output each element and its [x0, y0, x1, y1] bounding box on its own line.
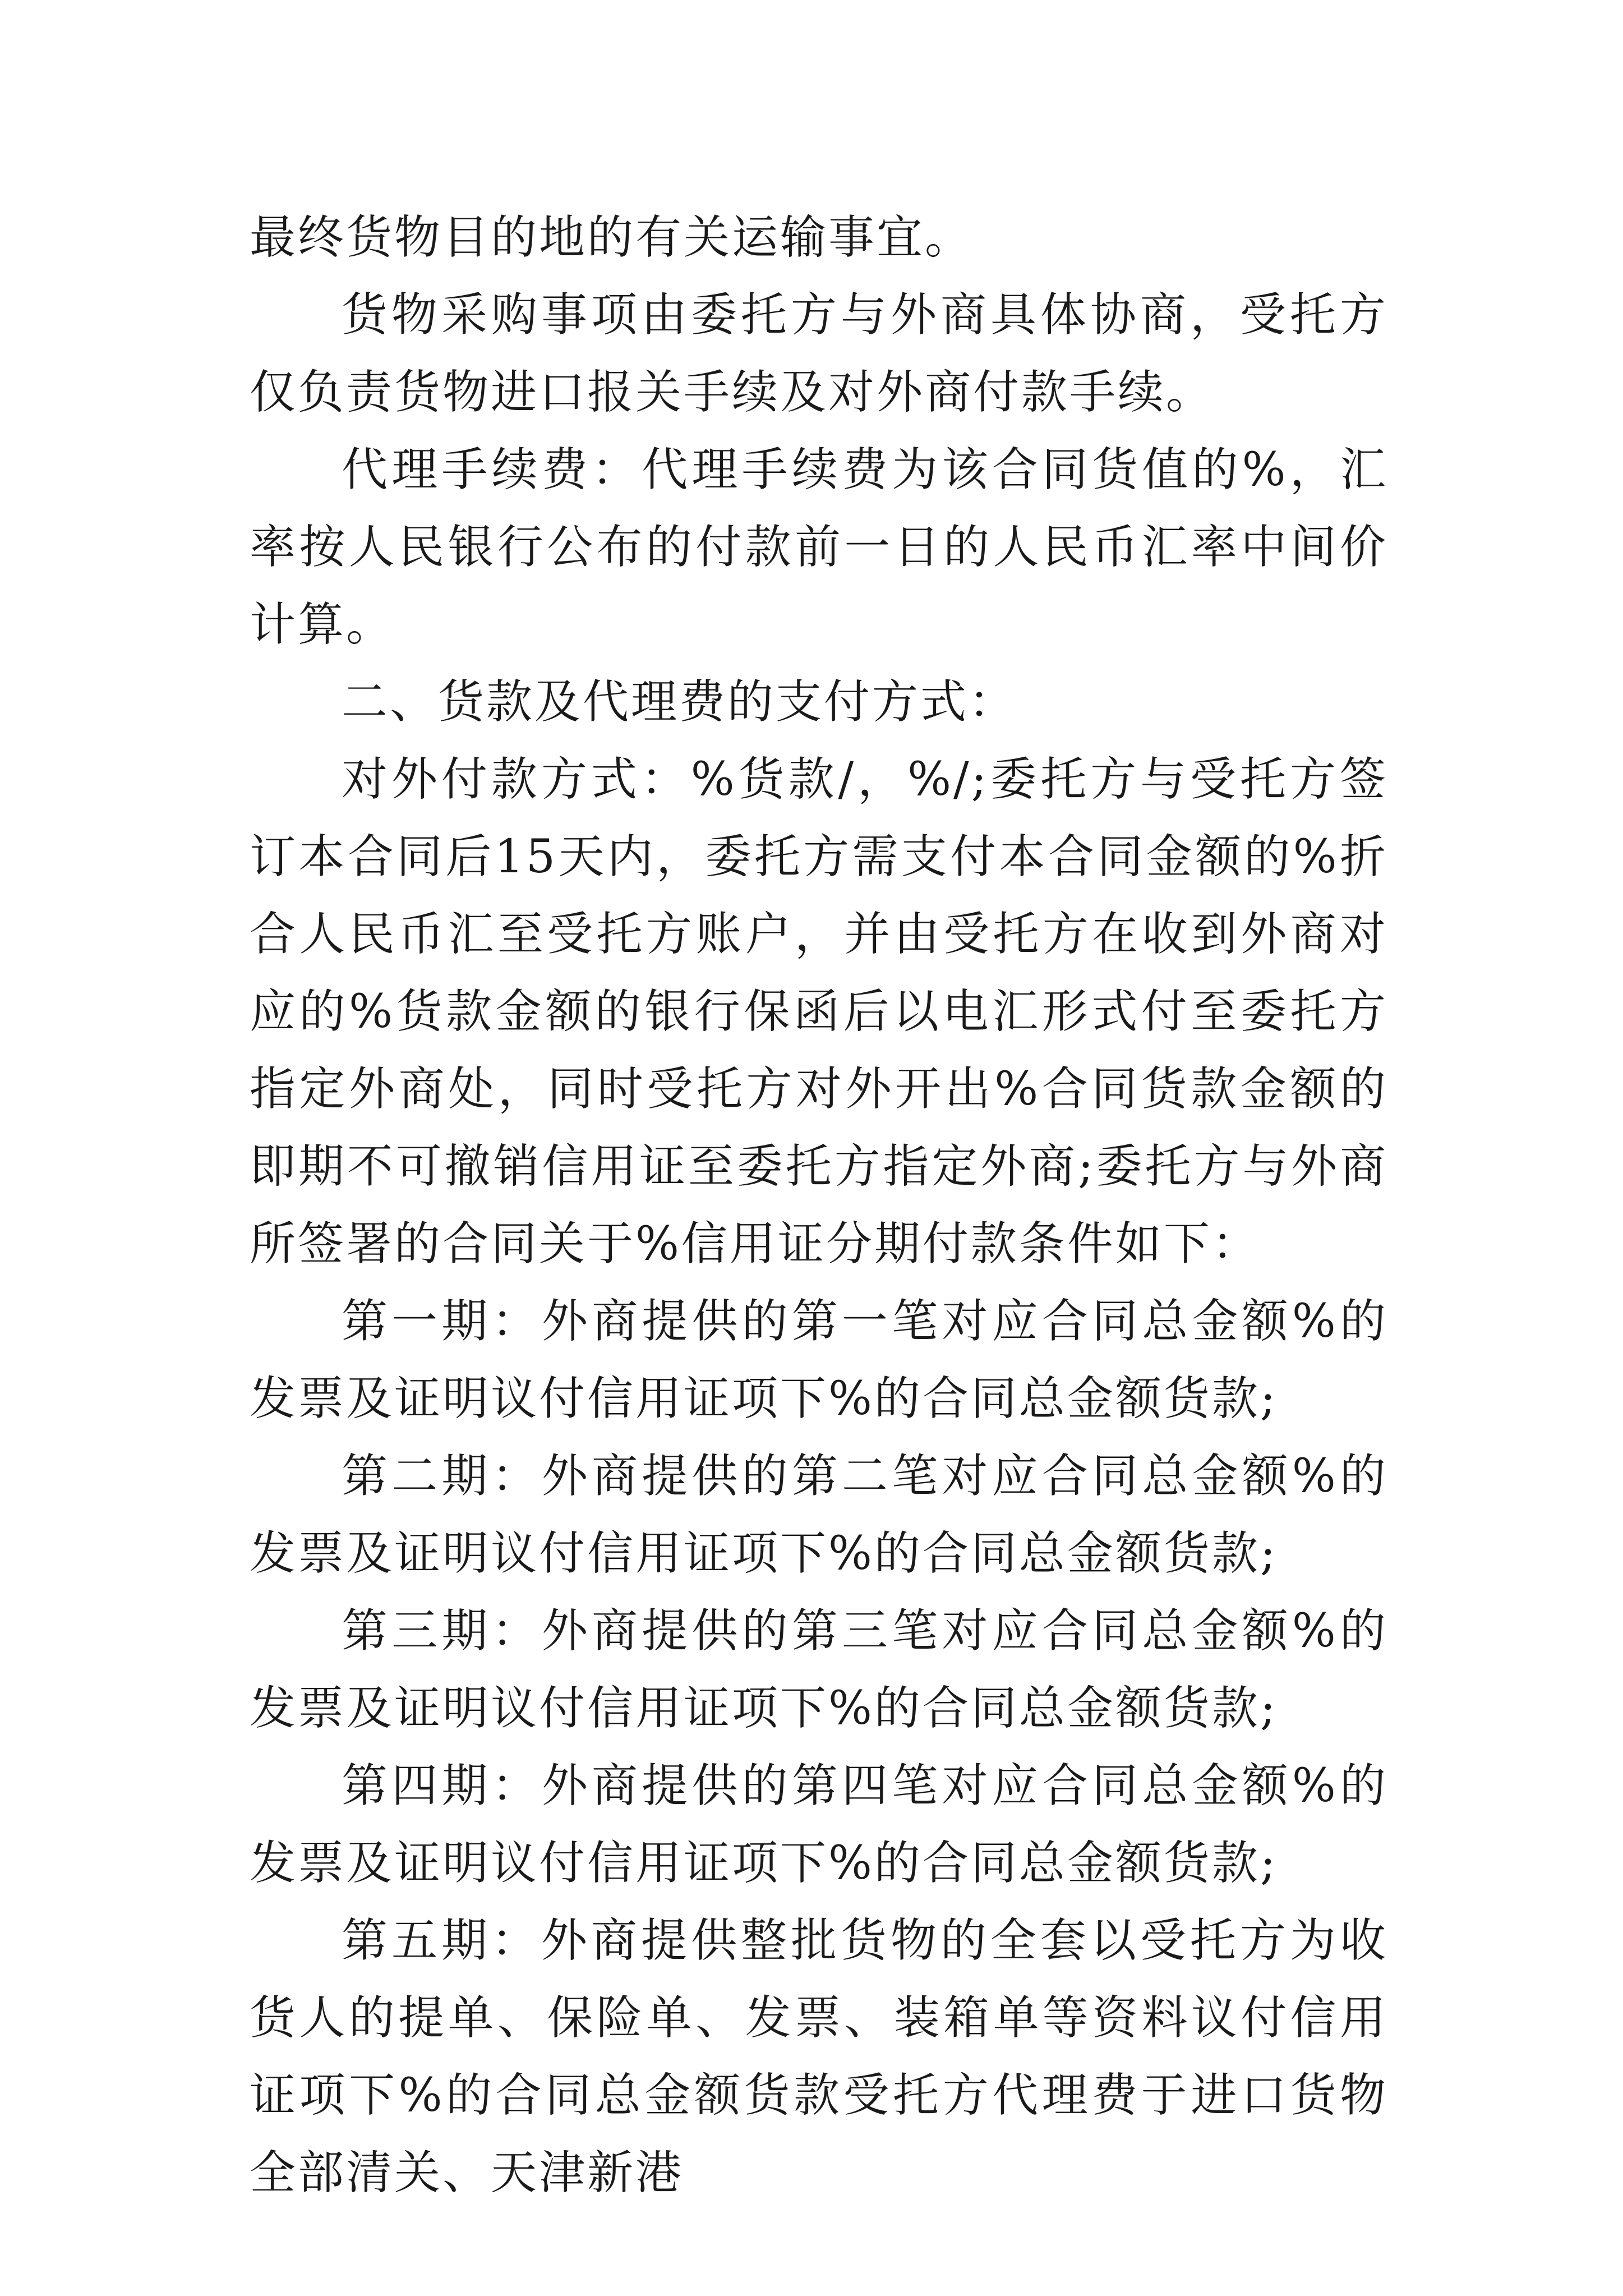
- paragraph-procurement: 货物采购事项由委托方与外商具体协商，受托方仅负责货物进口报关手续及对外商付款手续。: [250, 288, 1388, 419]
- section-heading-payment: 二、货款及代理费的支付方式：: [342, 675, 1017, 729]
- installment-1: 第一期：外商提供的第一笔对应合同总金额%的发票及证明议付信用证项下%的合同总金额货款;: [250, 1295, 1388, 1425]
- paragraph-transport-note: 最终货物目的地的有关运输事宜。: [250, 211, 974, 264]
- installment-3: 第三期：外商提供的第三笔对应合同总金额%的发票及证明议付信用证项下%的合同总金额货款;: [250, 1604, 1388, 1735]
- document-body: [250, 199, 1388, 2212]
- installment-5: 第五期：外商提供整批货物的全套以受托方为收货人的提单、保险单、发票、装箱单等资料议付信用证项下%的合同总金额货款受托方代理费于进口货物全部清关、天津新港: [250, 1914, 1388, 2200]
- paragraph-payment-method: 对外付款方式：%货款/，%/;委托方与受托方签订本合同后15天内，委托方需支付本合同金额的%折合人民币汇至受托方账户，并由受托方在收到外商对应的%货款金额的银行保函后以电汇形式付至委托方指定外商处，同时受托方对外开出%合同货款金额的即期不可撤销信用证至委托方指定外商;委托方与外商所签署的合同关于%信用证分期付款条件如下：: [250, 753, 1388, 1271]
- installment-4: 第四期：外商提供的第四笔对应合同总金额%的发票及证明议付信用证项下%的合同总金额货款;: [250, 1759, 1388, 1890]
- installment-2: 第二期：外商提供的第二笔对应合同总金额%的发票及证明议付信用证项下%的合同总金额货款;: [250, 1450, 1388, 1580]
- paragraph-agency-fee: 代理手续费：代理手续费为该合同货值的%，汇率按人民银行公布的付款前一日的人民币汇率中间价计算。: [250, 443, 1388, 651]
